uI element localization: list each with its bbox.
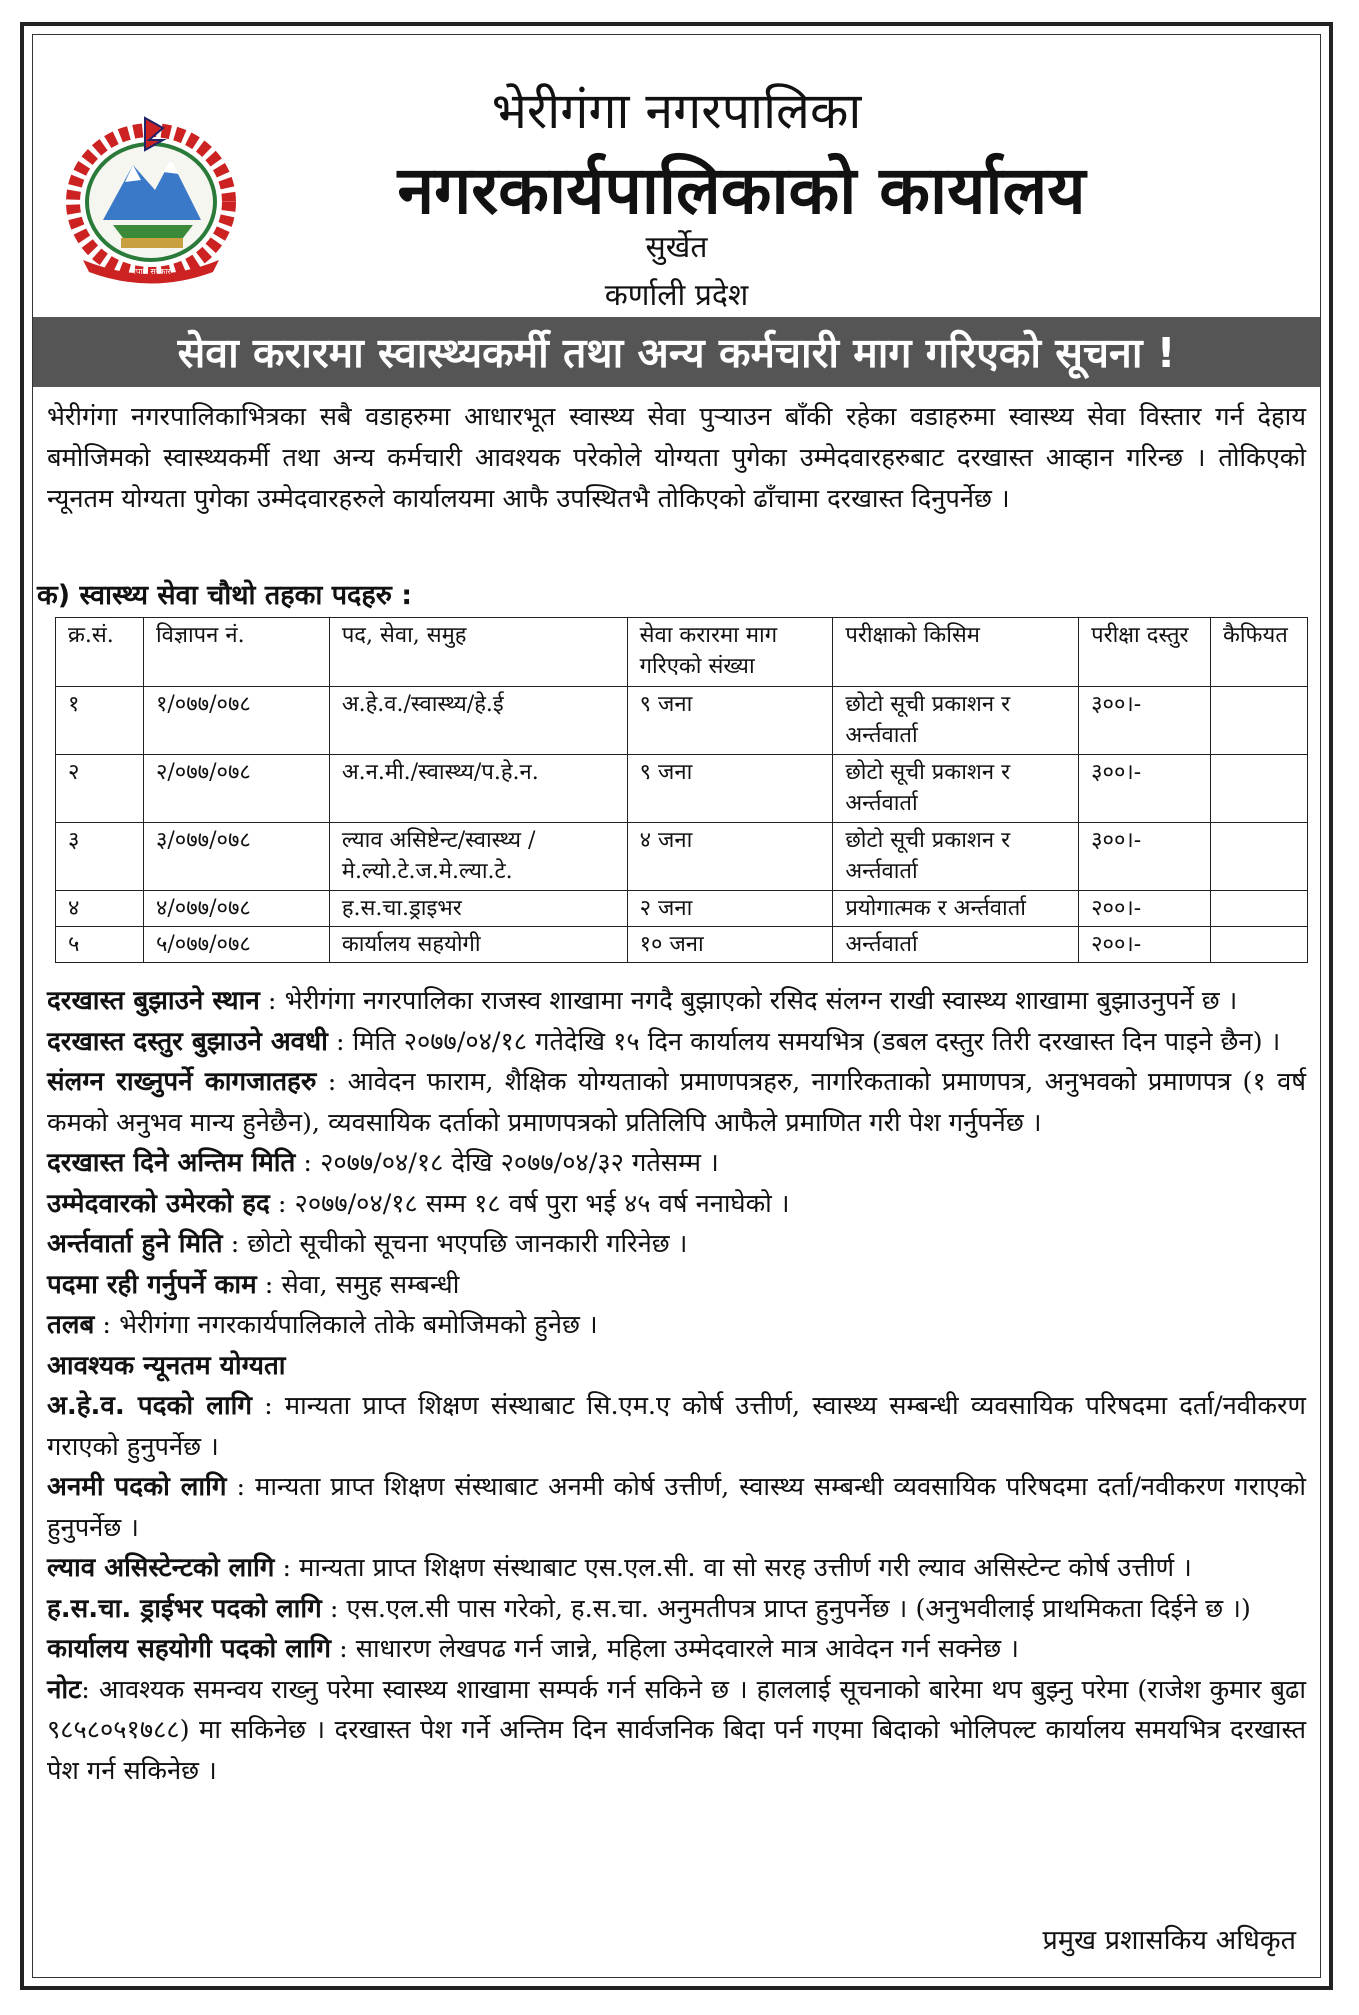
- col-fee: परीक्षा दस्तुर: [1079, 618, 1211, 687]
- table-row: [56, 891, 1308, 927]
- table-cell: छोटो सूची प्रकाशन र अर्न्तवार्ता: [833, 823, 1079, 891]
- detail-documents: संलग्न राख्नुपर्ने कागजातहरु : आवेदन फाराम, शैक्षिक योग्यताको प्रमाणपत्रहरु, नागरिकताको प्रमाणपत्र, अनुभवको प्रमाणपत्र (१ वर्ष कमको अनुभव मान्य हुनेछैन), व्यवसायिक दर्ताको प्रमाणपत्रको प्रतिलिपि आफैले प्रमाणित गरी पेश गर्नुपर्नेछ ।: [47, 1067, 1306, 1138]
- detail-age-limit: उम्मेदवारको उमेरको हद : २०७७/०४/१८ सम्म १८ वर्ष पुरा भई ४५ वर्ष ननाघेको ।: [47, 1188, 790, 1219]
- table-cell: अ.न.मी./स्वास्थ्य/प.हे.न.: [329, 755, 627, 823]
- table-cell: कार्यालय सहयोगी: [329, 927, 627, 963]
- table-cell: ३००।-: [1079, 755, 1211, 823]
- table-cell: ५: [56, 927, 144, 963]
- table-cell: ह.स.चा.ड्राइभर: [329, 891, 627, 927]
- table-cell: अर्न्तवार्ता: [833, 927, 1079, 963]
- detail-min-qualification-heading: आवश्यक न्यूनतम योग्यता: [47, 1350, 286, 1381]
- detail-qual-driver: ह.स.चा. ड्राईभर पदको लागि : एस.एल.सी पास गरेको, ह.स.चा. अनुमतीपत्र प्राप्त हुनुपर्नेछ । (अनुभवीलाई प्राथमिकता दिईने छ ।): [47, 1593, 1251, 1624]
- table-cell: छोटो सूची प्रकाशन र अर्न्तवार्ता: [833, 755, 1079, 823]
- table-cell: २: [56, 755, 144, 823]
- col-remarks: कैफियत: [1210, 618, 1307, 687]
- municipality-name: भेरीगंगा नगरपालिका: [491, 82, 862, 140]
- detail-qual-aheb: अ.हे.व. पदको लागि : मान्यता प्राप्त शिक्षण संस्थाबाट सि.एम.ए कोर्ष उत्तीर्ण, स्वास्थ्य सम्बन्धी व्यवसायिक परिषदमा दर्ता/नवीकरण गराएको हुनुपर्नेछ ।: [47, 1391, 1306, 1462]
- table-cell: २/०७७/०७८: [143, 755, 329, 823]
- detail-qual-anm: अनमी पदको लागि : मान्यता प्राप्त शिक्षण संस्थाबाट अनमी कोर्ष उत्तीर्ण, स्वास्थ्य सम्बन्धी व्यवसायिक परिषदमा दर्ता/नवीकरण गराएको हुनुपर्नेछ ।: [47, 1472, 1306, 1543]
- table-cell: ४: [56, 891, 144, 927]
- table-header-row: [56, 618, 1308, 687]
- section-heading: क) स्वास्थ्य सेवा चौथो तहका पदहरु :: [37, 580, 413, 611]
- col-count: सेवा करारमा माग गरिएको संख्या: [627, 618, 833, 687]
- detail-last-date: दरखास्त दिने अन्तिम मिति : २०७७/०४/१८ देखि २०७७/०४/३२ गतेसम्म ।: [47, 1148, 719, 1178]
- details-section: [47, 981, 1306, 1791]
- table-cell: ३००।-: [1079, 823, 1211, 891]
- table-row: [56, 687, 1308, 755]
- table-cell: १: [56, 687, 144, 755]
- detail-note: नोट: आवश्यक समन्वय राख्नु परेमा स्वास्थ्य शाखामा सम्पर्क गर्न सकिने छ । हाललाई सूचनाको बारेमा थप बुझ्नु परेमा (राजेश कुमार बुढा ९८५८०५१७८८) मा सकिनेछ । दरखास्त पेश गर्ने अन्तिम दिन सार्वजनिक बिदा पर्न गएमा बिदाको भोलिपल्ट कार्यालय समयभित्र दरखास्त पेश गर्न सकिनेछ ।: [47, 1674, 1306, 1786]
- table-cell: [1210, 927, 1307, 963]
- col-post: पद, सेवा, समुह: [329, 618, 627, 687]
- detail-interview-date: अर्न्तवार्ता हुने मिति : छोटो सूचीको सूचना भएपछि जानकारी गरिनेछ ।: [47, 1229, 688, 1259]
- notice-inner-border: [32, 34, 1321, 1978]
- table-cell: २००।-: [1079, 927, 1211, 963]
- table-cell: ९ जना: [627, 755, 833, 823]
- table-row: [56, 823, 1308, 891]
- detail-qual-office-helper: कार्यालय सहयोगी पदको लागि : साधारण लेखपढ गर्न जान्ने, महिला उम्मेदवारले मात्र आवेदन गर्न सक्नेछ ।: [47, 1634, 1019, 1664]
- table-cell: [1210, 823, 1307, 891]
- table-cell: ३/०७७/०७८: [143, 823, 329, 891]
- table-cell: [1210, 891, 1307, 927]
- table-cell: २००।-: [1079, 891, 1211, 927]
- notice-title: सेवा करारमा स्वास्थ्यकर्मी तथा अन्य कर्मचारी माग गरिएको सूचना !: [177, 329, 1176, 377]
- province-name: कर्णाली प्रदेश: [604, 278, 749, 313]
- table-cell: ल्याव असिष्टेन्ट/स्वास्थ्य /मे.ल्यो.टे.ज.मे.ल्या.टे.: [329, 823, 627, 891]
- district-name: सुर्खेत: [645, 230, 708, 265]
- signature: प्रमुख प्रशासकिय अधिकृत: [1042, 1925, 1296, 1956]
- detail-qual-lab: ल्याव असिस्टेन्टको लागि : मान्यता प्राप्त शिक्षण संस्थाबाट एस.एल.सी. वा सो सरह उत्तीर्ण गरी ल्याव असिस्टेन्ट कोर्ष उत्तीर्ण ।: [47, 1553, 1192, 1583]
- posts-table: [55, 617, 1308, 963]
- table-cell: [1210, 755, 1307, 823]
- svg-text:नेपाल सरकार: नेपाल सरकार: [131, 267, 171, 276]
- notice-title-banner: [33, 317, 1320, 387]
- table-cell: ३००।-: [1079, 687, 1211, 755]
- col-serial: क्र.सं.: [56, 618, 144, 687]
- office-name: नगरकार्यपालिकाको कार्यालय: [397, 152, 1086, 229]
- table-cell: ४/०७७/०७८: [143, 891, 329, 927]
- table-cell: १० जना: [627, 927, 833, 963]
- table-row: [56, 755, 1308, 823]
- table-cell: [1210, 687, 1307, 755]
- table-cell: ४ जना: [627, 823, 833, 891]
- table-cell: १/०७७/०७८: [143, 687, 329, 755]
- table-cell: ९ जना: [627, 687, 833, 755]
- col-exam-type: परीक्षाको किसिम: [833, 618, 1079, 687]
- table-cell: प्रयोगात्मक र अर्न्तवार्ता: [833, 891, 1079, 927]
- detail-work: पदमा रही गर्नुपर्ने काम : सेवा, समुह सम्बन्धी: [47, 1269, 460, 1300]
- table-cell: ३: [56, 823, 144, 891]
- detail-submission-place: दरखास्त बुझाउने स्थान : भेरीगंगा नगरपालिका राजस्व शाखामा नगदै बुझाएको रसिद संलग्न राखी स्वास्थ्य शाखामा बुझाउनुपर्ने छ ।: [47, 986, 1238, 1016]
- notice-frame: [20, 22, 1333, 1990]
- table-row: [56, 927, 1308, 963]
- table-cell: अ.हे.व./स्वास्थ्य/हे.ई: [329, 687, 627, 755]
- detail-fee-period: दरखास्त दस्तुर बुझाउने अवधी : मिति २०७७/०४/१८ गतेदेखि १५ दिन कार्यालय समयभित्र (डबल दस्तुर तिरी दरखास्त दिन पाइने छैन) ।: [47, 1026, 1281, 1057]
- col-ad-number: विज्ञापन नं.: [143, 618, 329, 687]
- table-cell: छोटो सूची प्रकाशन र अर्न्तवार्ता: [833, 687, 1079, 755]
- table-cell: २ जना: [627, 891, 833, 927]
- detail-salary: तलब : भेरीगंगा नगरकार्यपालिकाले तोके बमोजिमको हुनेछ ।: [47, 1310, 598, 1340]
- intro-paragraph: भेरीगंगा नगरपालिकाभित्रका सबै वडाहरुमा आधारभूत स्वास्थ्य सेवा पुऱ्याउन बाँकी रहेका वडाहरुमा स्वास्थ्य सेवा विस्तार गर्न देहाय बमोजिमको स्वास्थ्यकर्मी तथा अन्य कर्मचारी आवश्यक परेकोले योग्यता पुगेका उम्मेदवारहरुबाट दरखास्त आव्हान गरिन्छ । तोकिएको न्यूनतम योग्यता पुगेका उम्मेदवारहरुले कार्यालयमा आफै उपस्थितभै तोकिएको ढाँचामा दरखास्त दिनुपर्नेछ ।: [47, 402, 1306, 514]
- table-cell: ५/०७७/०७८: [143, 927, 329, 963]
